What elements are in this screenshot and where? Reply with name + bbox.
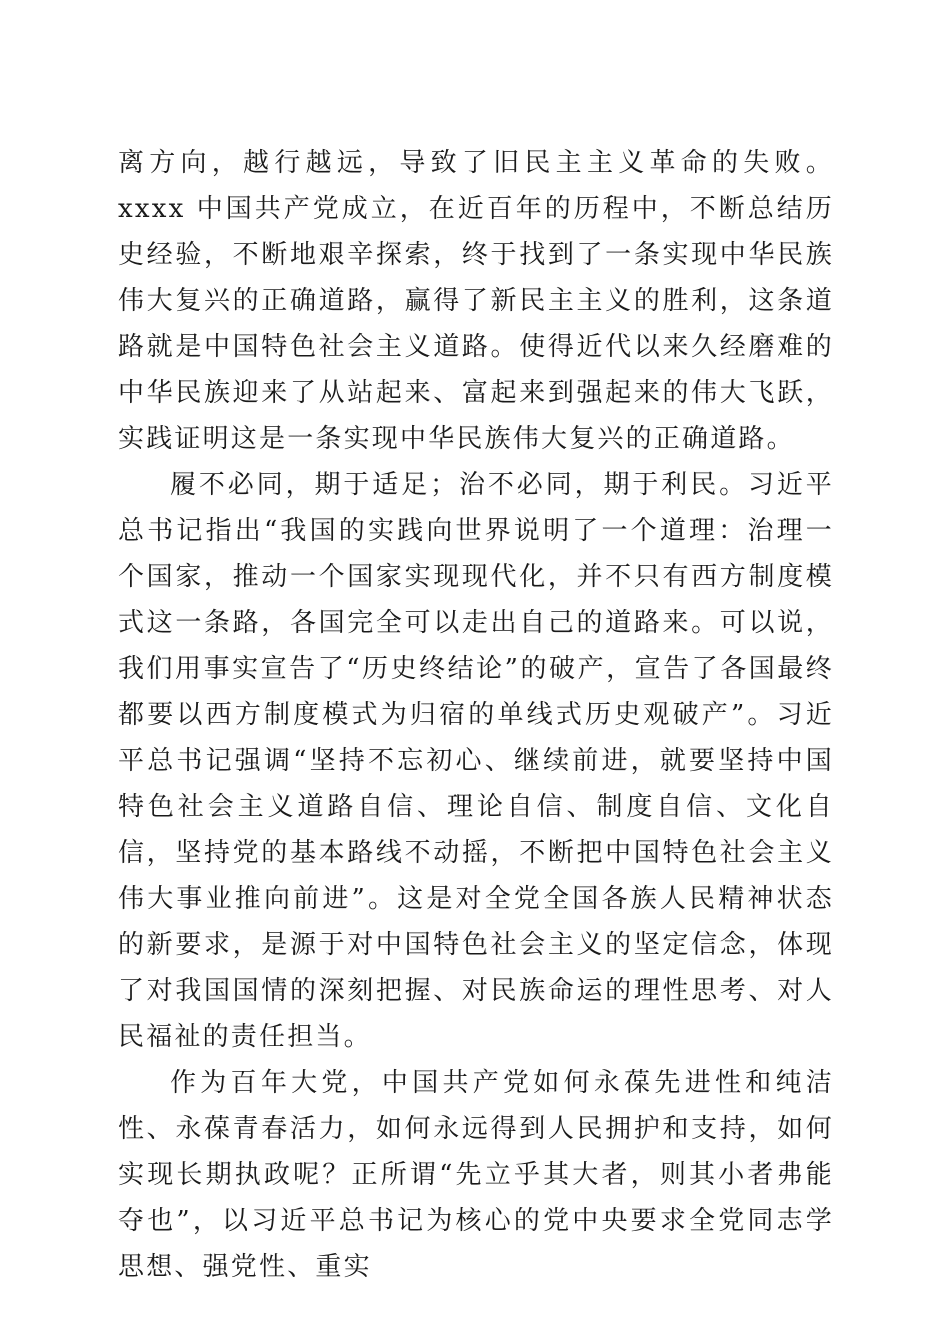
- paragraph-continuation: 离方向，越行越远，导致了旧民主主义革命的失败。xxxx 中国共产党成立，在近百年的历程中，不断总结历史经验，不断地艰辛探索，终于找到了一条实现中华民族伟大复兴的正确道路，赢得了新民主主义的胜利，这条道路就是中国特色社会主义道路。使得近代以来久经磨难的中华民族迎来了从站起来、富起来到强起来的伟大飞跃，实践证明这是一条实现中华民族伟大复兴的正确道路。: [118, 148, 834, 454]
- paragraph-path-confidence: 履不必同，期于适足；治不必同，期于利民。习近平总书记指出“我国的实践向世界说明了一个道理：治理一个国家，推动一个国家实现现代化，并不只有西方制度模式这一条路，各国完全可以走出自己的道路来。可以说，我们用事实宣告了“历史终结论”的破产，宣告了各国最终都要以西方制度模式为归宿的单线式历史观破产”。习近平总书记强调“坚持不忘初心、继续前进，就要坚持中国特色社会主义道路自信、理论自信、制度自信、文化自信，坚持党的基本路线不动摇，不断把中国特色社会主义伟大事业推向前进”。这是对全党全国各族人民精神状态的新要求，是源于对中国特色社会主义的坚定信念，体现了对我国国情的深刻把握、对民族命运的理性思考、对人民福祉的责任担当。: [118, 470, 834, 1052]
- document-body: [118, 140, 834, 1290]
- paragraph-century-party: 作为百年大党，中国共产党如何永葆先进性和纯洁性、永葆青春活力，如何永远得到人民拥护和支持，如何实现长期执政呢？正所谓“先立乎其大者，则其小者弗能夺也”，以习近平总书记为核心的党中央要求全党同志学思想、强党性、重实: [118, 1068, 834, 1282]
